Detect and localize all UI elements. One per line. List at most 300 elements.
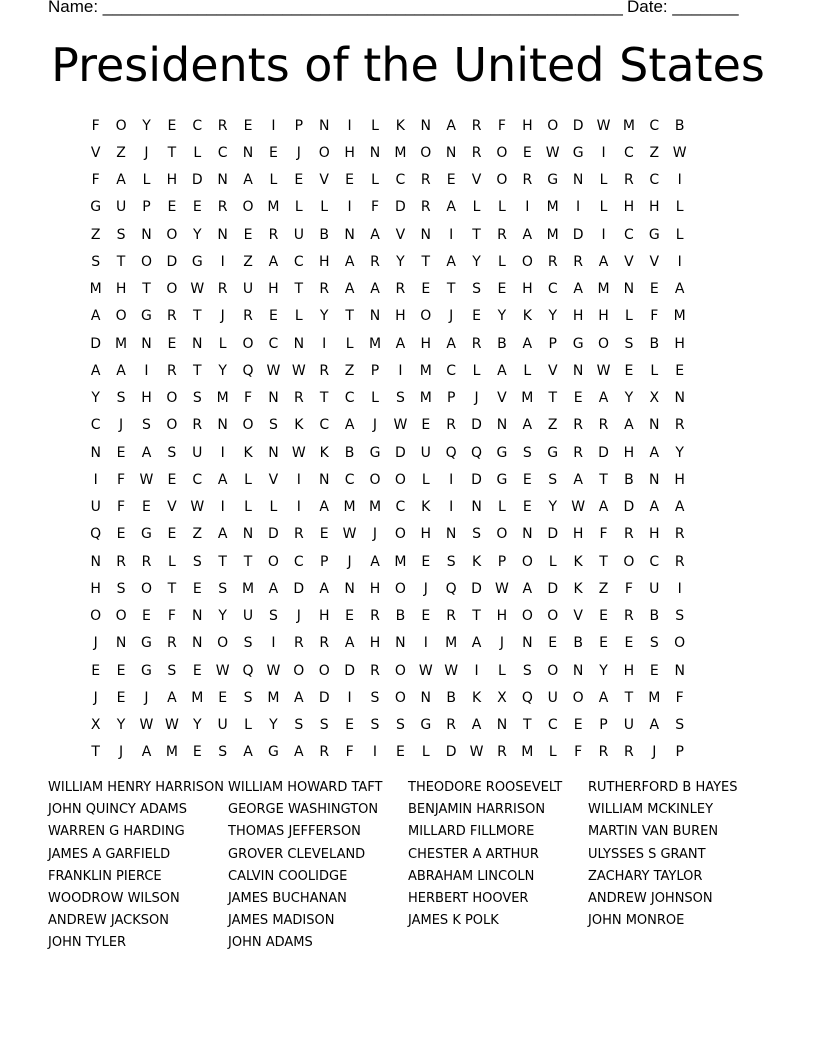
- grid-letter: G: [141, 308, 152, 325]
- grid-letter: W: [596, 362, 611, 379]
- grid-letter: E: [522, 471, 532, 488]
- grid-letter: D: [471, 471, 482, 488]
- grid-letter: I: [677, 580, 682, 597]
- grid-row: [83, 412, 743, 439]
- grid-letter: I: [601, 226, 606, 243]
- grid-letter: C: [192, 471, 203, 488]
- grid-letter: W: [291, 362, 306, 379]
- grid-letter: E: [167, 199, 177, 216]
- grid-letter: C: [547, 717, 558, 734]
- grid-letter: E: [599, 608, 608, 625]
- grid-letter: S: [116, 390, 126, 407]
- grid-letter: K: [573, 580, 583, 597]
- word-list-item: GROVER CLEVELAND: [228, 846, 366, 862]
- grid-letter: S: [167, 444, 177, 461]
- grid-letter: H: [623, 662, 635, 679]
- grid-letter: Y: [116, 717, 126, 734]
- grid-row: [83, 494, 743, 521]
- grid-letter: S: [649, 635, 659, 652]
- grid-letter: J: [93, 689, 98, 706]
- grid-letter: H: [318, 608, 330, 625]
- page-title: Presidents of the United States: [51, 38, 765, 92]
- grid-letter: O: [597, 335, 610, 352]
- grid-letter: H: [522, 281, 533, 298]
- grid-letter: B: [649, 335, 660, 352]
- grid-letter: I: [372, 744, 378, 761]
- grid-letter: E: [192, 744, 202, 761]
- grid-letter: O: [547, 117, 559, 134]
- grid-letter: C: [547, 281, 558, 298]
- grid-letter: D: [318, 689, 330, 706]
- grid-letter: Y: [218, 362, 227, 379]
- grid-letter: W: [418, 662, 433, 679]
- grid-letter: S: [624, 335, 634, 352]
- grid-letter: S: [522, 444, 532, 461]
- grid-letter: V: [573, 608, 583, 625]
- grid-letter: E: [573, 390, 583, 407]
- grid-letter: N: [141, 226, 152, 243]
- grid-letter: R: [547, 253, 558, 270]
- date-field: Date: _______: [627, 0, 739, 16]
- grid-letter: G: [141, 662, 152, 679]
- grid-letter: O: [394, 580, 406, 597]
- grid-letter: A: [141, 444, 152, 461]
- grid-letter: E: [624, 362, 634, 379]
- grid-letter: I: [677, 172, 682, 189]
- grid-letter: A: [344, 417, 355, 434]
- grid-letter: D: [547, 580, 559, 597]
- grid-letter: J: [499, 635, 505, 652]
- grid-row: [83, 630, 743, 657]
- grid-letter: M: [521, 390, 534, 407]
- grid-letter: E: [421, 281, 431, 298]
- grid-letter: H: [649, 526, 660, 543]
- grid-letter: D: [623, 499, 635, 516]
- grid-letter: S: [268, 608, 278, 625]
- grid-letter: N: [445, 526, 457, 543]
- grid-letter: G: [369, 444, 381, 461]
- grid-letter: U: [649, 580, 660, 597]
- grid-letter: I: [271, 635, 276, 652]
- grid-letter: I: [347, 199, 352, 216]
- grid-letter: R: [293, 635, 304, 652]
- grid-letter: N: [369, 144, 381, 161]
- grid-letter: R: [192, 417, 203, 434]
- grid-row: [83, 112, 743, 139]
- grid-letter: L: [244, 499, 252, 516]
- grid-letter: C: [649, 553, 660, 570]
- grid-letter: G: [268, 744, 279, 761]
- grid-letter: J: [347, 553, 352, 570]
- grid-letter: R: [217, 281, 228, 298]
- grid-letter: N: [115, 635, 127, 652]
- grid-letter: Y: [91, 390, 100, 407]
- grid-letter: E: [243, 117, 253, 134]
- grid-letter: A: [522, 335, 533, 352]
- grid-row: [83, 439, 743, 466]
- grid-letter: W: [444, 662, 459, 679]
- grid-letter: R: [217, 199, 228, 216]
- grid-letter: D: [166, 253, 178, 270]
- grid-letter: Y: [269, 717, 278, 734]
- grid-letter: V: [497, 390, 507, 407]
- grid-letter: F: [370, 199, 380, 216]
- grid-letter: Y: [319, 308, 329, 325]
- grid-letter: M: [343, 499, 356, 516]
- grid-row: [83, 194, 743, 221]
- letter-grid: [83, 112, 743, 766]
- grid-letter: D: [268, 526, 279, 543]
- grid-letter: E: [269, 308, 278, 325]
- grid-letter: T: [116, 253, 126, 270]
- grid-letter: L: [167, 553, 176, 570]
- grid-letter: Y: [548, 499, 557, 516]
- grid-letter: N: [420, 689, 432, 706]
- grid-letter: T: [523, 717, 532, 734]
- word-list-item: WARREN G HARDING: [48, 824, 185, 840]
- grid-letter: R: [674, 553, 685, 570]
- grid-letter: T: [91, 744, 100, 761]
- grid-letter: A: [471, 717, 482, 734]
- grid-letter: Q: [521, 689, 533, 706]
- grid-letter: E: [167, 117, 177, 134]
- grid-letter: M: [546, 199, 559, 216]
- grid-letter: W: [190, 499, 205, 516]
- grid-letter: A: [674, 499, 685, 516]
- grid-letter: I: [93, 471, 98, 488]
- grid-letter: L: [599, 172, 608, 189]
- grid-letter: E: [116, 689, 126, 706]
- word-list-item: JAMES A GARFIELD: [48, 846, 171, 862]
- grid-letter: W: [190, 281, 205, 298]
- grid-letter: R: [573, 444, 583, 461]
- grid-letter: N: [420, 117, 432, 134]
- grid-letter: Y: [192, 717, 202, 734]
- grid-letter: O: [369, 471, 381, 488]
- grid-letter: F: [91, 172, 100, 189]
- grid-letter: D: [445, 744, 457, 761]
- grid-letter: J: [652, 744, 657, 761]
- grid-letter: H: [420, 335, 432, 352]
- grid-letter: A: [217, 471, 228, 488]
- grid-row: [83, 657, 743, 684]
- grid-letter: W: [495, 580, 509, 597]
- grid-letter: R: [624, 526, 634, 543]
- word-list-item: WILLIAM HOWARD TAFT: [228, 780, 383, 795]
- grid-letter: E: [167, 471, 177, 488]
- grid-letter: O: [166, 281, 178, 298]
- grid-letter: S: [446, 553, 456, 570]
- grid-letter: S: [167, 662, 177, 679]
- grid-letter: O: [547, 662, 559, 679]
- grid-letter: I: [423, 635, 428, 652]
- grid-letter: Y: [548, 308, 557, 325]
- grid-letter: H: [674, 471, 685, 488]
- grid-letter: Z: [547, 417, 558, 434]
- grid-letter: H: [268, 281, 279, 298]
- grid-letter: A: [344, 281, 355, 298]
- grid-letter: U: [90, 499, 101, 516]
- grid-letter: W: [164, 717, 179, 734]
- grid-letter: E: [522, 499, 532, 516]
- grid-letter: A: [598, 390, 609, 407]
- grid-letter: C: [90, 417, 101, 434]
- grid-letter: A: [573, 281, 583, 298]
- grid-letter: Q: [471, 444, 483, 461]
- grid-letter: H: [649, 199, 660, 216]
- grid-letter: B: [395, 608, 406, 625]
- grid-letter: A: [624, 417, 634, 434]
- grid-letter: A: [446, 253, 456, 270]
- grid-letter: N: [674, 390, 685, 407]
- grid-letter: E: [192, 580, 202, 597]
- grid-letter: L: [269, 499, 278, 516]
- grid-letter: T: [472, 226, 481, 243]
- grid-letter: N: [496, 417, 508, 434]
- grid-letter: P: [548, 335, 557, 352]
- grid-letter: A: [446, 335, 456, 352]
- grid-letter: H: [318, 253, 330, 270]
- word-list-item: JAMES MADISON: [228, 913, 335, 929]
- grid-letter: K: [395, 117, 405, 134]
- grid-letter: U: [242, 281, 254, 298]
- grid-letter: E: [573, 717, 583, 734]
- grid-letter: L: [193, 144, 202, 161]
- name-field: Name: _______________________________________________________: [48, 0, 623, 16]
- grid-letter: B: [649, 608, 660, 625]
- grid-letter: J: [144, 689, 149, 706]
- word-list-item: WILLIAM MCKINLEY: [588, 802, 714, 818]
- grid-letter: N: [217, 172, 228, 189]
- grid-letter: A: [649, 499, 660, 516]
- grid-letter: W: [266, 662, 281, 679]
- grid-letter: N: [217, 226, 228, 243]
- grid-letter: R: [420, 199, 431, 216]
- grid-letter: I: [601, 144, 606, 161]
- grid-letter: R: [598, 744, 609, 761]
- grid-letter: L: [523, 362, 532, 379]
- grid-letter: M: [419, 362, 432, 379]
- grid-letter: T: [142, 281, 151, 298]
- grid-letter: R: [293, 526, 304, 543]
- grid-letter: Z: [90, 226, 101, 243]
- grid-letter: C: [192, 117, 203, 134]
- grid-letter: B: [674, 117, 685, 134]
- grid-letter: N: [192, 608, 203, 625]
- grid-letter: H: [344, 144, 355, 161]
- grid-letter: A: [141, 744, 152, 761]
- grid-letter: N: [293, 335, 305, 352]
- grid-letter: R: [167, 308, 177, 325]
- word-list-item: THEODORE ROOSEVELT: [408, 780, 563, 795]
- grid-letter: Q: [90, 526, 102, 543]
- grid-letter: M: [115, 335, 128, 352]
- grid-letter: X: [649, 390, 660, 407]
- grid-letter: A: [446, 199, 456, 216]
- grid-letter: E: [142, 499, 151, 516]
- grid-letter: M: [445, 635, 458, 652]
- grid-letter: A: [116, 362, 126, 379]
- grid-letter: N: [90, 553, 101, 570]
- grid-letter: G: [191, 253, 203, 270]
- grid-letter: O: [547, 608, 559, 625]
- grid-row: [83, 385, 743, 412]
- grid-letter: D: [191, 172, 203, 189]
- grid-letter: M: [89, 281, 102, 298]
- grid-letter: Y: [192, 226, 202, 243]
- grid-letter: Z: [243, 253, 253, 270]
- grid-letter: N: [674, 662, 685, 679]
- grid-letter: J: [119, 744, 124, 761]
- grid-letter: V: [471, 172, 482, 189]
- grid-letter: R: [370, 662, 380, 679]
- grid-letter: N: [522, 635, 533, 652]
- grid-letter: N: [395, 635, 406, 652]
- grid-letter: T: [243, 553, 253, 570]
- grid-letter: A: [167, 689, 177, 706]
- grid-letter: H: [166, 172, 178, 189]
- grid-letter: G: [547, 172, 559, 189]
- grid-letter: W: [596, 117, 611, 134]
- grid-letter: F: [345, 744, 354, 761]
- grid-letter: S: [218, 580, 228, 597]
- grid-letter: D: [572, 117, 584, 134]
- grid-letter: L: [498, 662, 506, 679]
- word-list: [48, 779, 768, 957]
- grid-letter: R: [319, 281, 330, 298]
- grid-letter: H: [572, 526, 584, 543]
- grid-letter: I: [347, 117, 352, 134]
- grid-letter: F: [599, 526, 608, 543]
- grid-letter: L: [472, 362, 481, 379]
- grid-letter: D: [471, 417, 482, 434]
- grid-letter: B: [497, 335, 507, 352]
- grid-letter: M: [673, 308, 686, 325]
- grid-letter: E: [116, 526, 126, 543]
- grid-letter: F: [497, 117, 506, 134]
- grid-letter: J: [372, 417, 378, 434]
- grid-letter: G: [141, 635, 152, 652]
- grid-letter: F: [650, 308, 659, 325]
- grid-letter: W: [139, 717, 154, 734]
- grid-letter: I: [449, 499, 454, 516]
- grid-letter: E: [192, 662, 202, 679]
- grid-letter: E: [167, 335, 177, 352]
- grid-letter: O: [115, 608, 127, 625]
- grid-letter: N: [471, 499, 482, 516]
- grid-letter: N: [242, 526, 254, 543]
- grid-row: [83, 357, 743, 384]
- grid-letter: N: [268, 444, 279, 461]
- grid-letter: L: [650, 362, 659, 379]
- word-list-item: THOMAS JEFFERSON: [228, 824, 361, 840]
- grid-letter: B: [573, 635, 583, 652]
- grid-letter: A: [217, 526, 228, 543]
- grid-letter: N: [318, 471, 330, 488]
- grid-row: [83, 521, 743, 548]
- grid-letter: V: [167, 499, 177, 516]
- word-list-item: ULYSSES S GRANT: [588, 846, 706, 862]
- grid-letter: W: [393, 417, 408, 434]
- grid-letter: N: [217, 417, 228, 434]
- word-list-item: ANDREW JACKSON: [48, 913, 169, 929]
- grid-letter: A: [522, 226, 533, 243]
- grid-letter: E: [497, 281, 507, 298]
- grid-letter: W: [469, 744, 484, 761]
- grid-letter: I: [271, 117, 276, 134]
- grid-letter: R: [243, 308, 253, 325]
- grid-letter: Y: [396, 253, 405, 270]
- grid-letter: M: [368, 499, 382, 516]
- grid-letter: A: [243, 172, 253, 189]
- grid-letter: J: [372, 526, 378, 543]
- grid-letter: U: [242, 608, 254, 625]
- grid-letter: C: [395, 172, 406, 189]
- grid-letter: T: [548, 390, 557, 407]
- grid-letter: E: [91, 662, 101, 679]
- grid-letter: C: [293, 553, 304, 570]
- grid-letter: I: [144, 362, 149, 379]
- grid-letter: O: [420, 144, 432, 161]
- grid-letter: E: [142, 608, 151, 625]
- grid-letter: O: [115, 117, 127, 134]
- grid-letter: E: [116, 662, 126, 679]
- grid-letter: S: [472, 281, 481, 298]
- word-list-item: WOODROW WILSON: [48, 890, 180, 906]
- grid-letter: R: [446, 608, 457, 625]
- grid-letter: R: [319, 744, 330, 761]
- grid-letter: S: [243, 635, 253, 652]
- grid-letter: M: [546, 226, 559, 243]
- grid-letter: Q: [445, 444, 457, 461]
- grid-letter: E: [345, 608, 355, 625]
- grid-letter: Y: [497, 308, 507, 325]
- grid-letter: E: [269, 144, 278, 161]
- grid-letter: L: [421, 744, 430, 761]
- grid-letter: G: [572, 144, 584, 161]
- grid-row: [83, 684, 743, 711]
- grid-letter: P: [294, 117, 304, 134]
- grid-letter: S: [395, 390, 405, 407]
- grid-letter: F: [91, 117, 100, 134]
- grid-letter: V: [395, 226, 406, 243]
- word-list-item: ZACHARY TAYLOR: [588, 868, 703, 884]
- grid-letter: D: [394, 199, 406, 216]
- grid-letter: N: [445, 144, 457, 161]
- grid-letter: G: [648, 226, 660, 243]
- grid-letter: H: [369, 635, 381, 652]
- grid-letter: T: [599, 553, 608, 570]
- grid-letter: W: [545, 144, 560, 161]
- grid-letter: W: [139, 471, 154, 488]
- grid-letter: P: [319, 553, 329, 570]
- grid-letter: O: [521, 553, 533, 570]
- grid-letter: O: [166, 226, 178, 243]
- grid-letter: S: [395, 717, 405, 734]
- grid-letter: R: [471, 117, 482, 134]
- grid-letter: M: [521, 744, 534, 761]
- grid-letter: B: [624, 471, 634, 488]
- grid-letter: G: [496, 471, 508, 488]
- grid-letter: W: [672, 144, 687, 161]
- grid-letter: A: [522, 417, 533, 434]
- grid-row: [83, 575, 743, 602]
- grid-letter: I: [449, 226, 454, 243]
- grid-letter: L: [371, 117, 379, 134]
- grid-letter: M: [368, 335, 382, 352]
- grid-letter: E: [345, 717, 355, 734]
- grid-letter: K: [319, 444, 329, 461]
